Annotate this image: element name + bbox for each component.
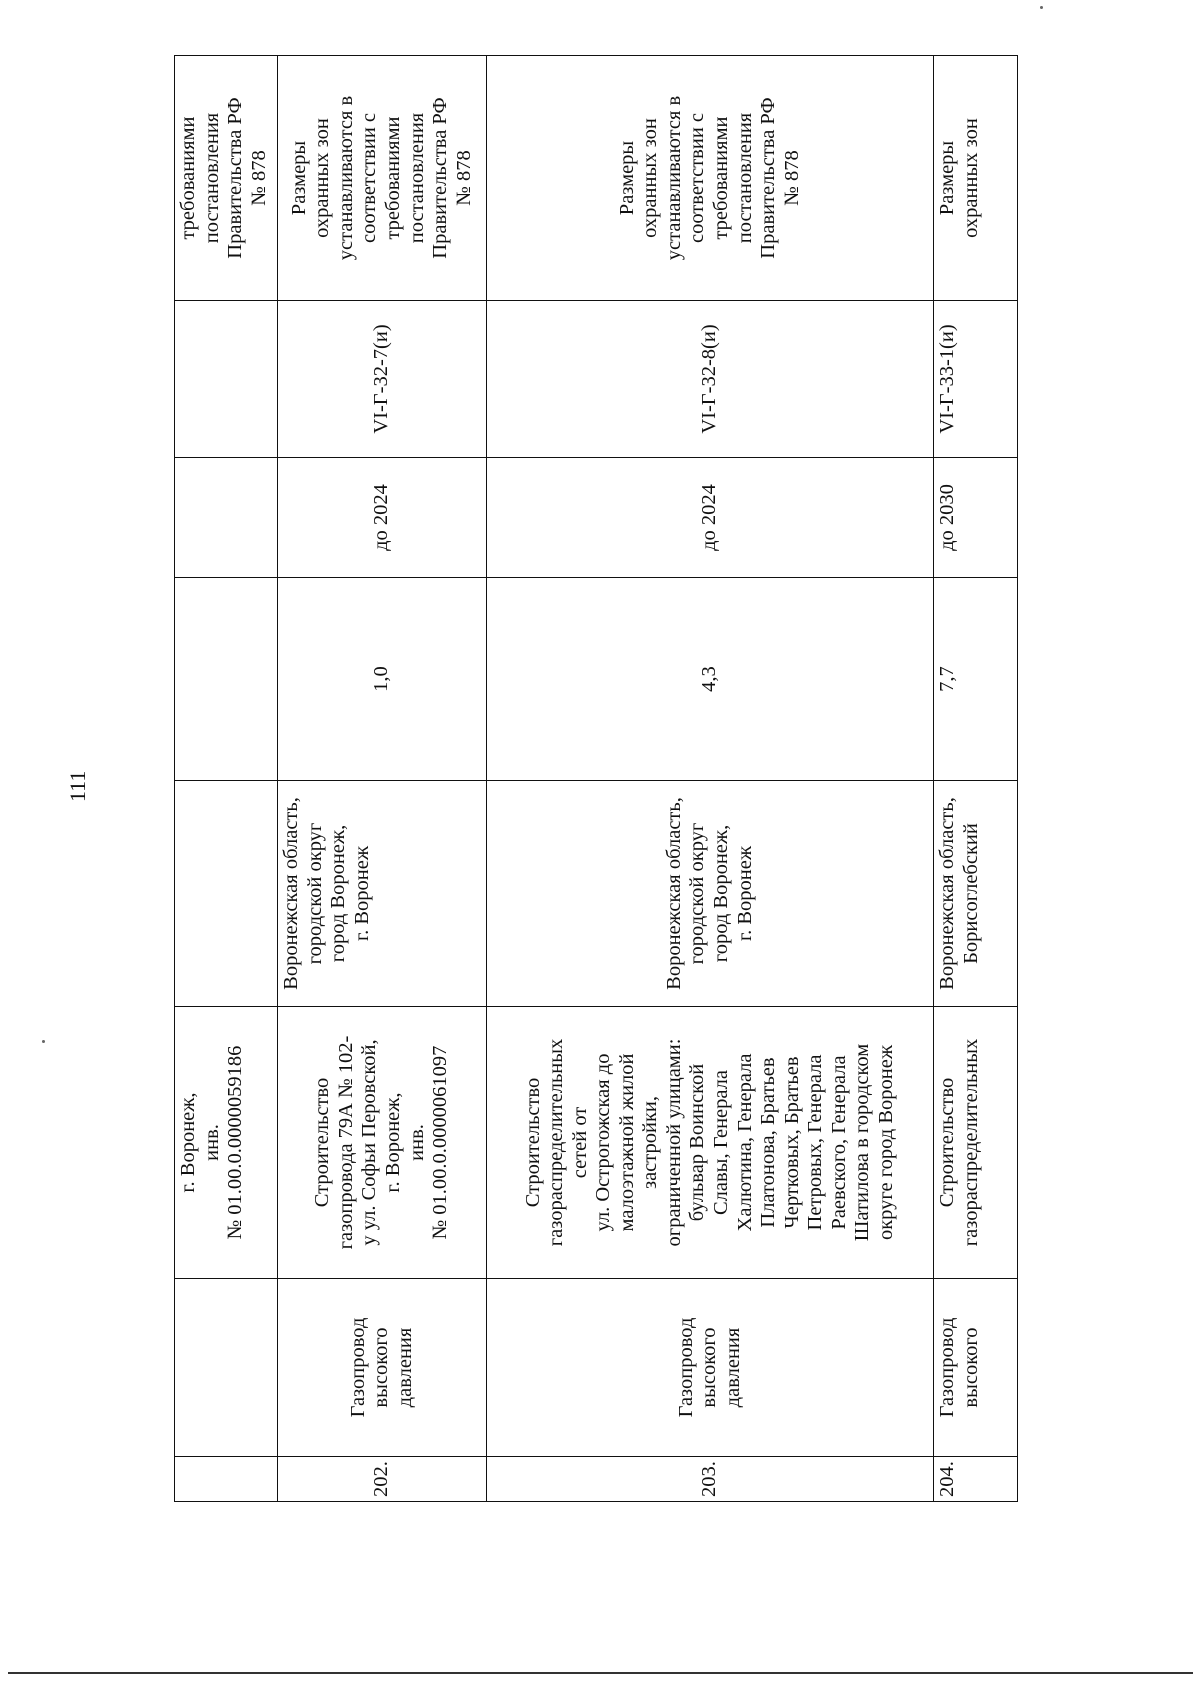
cell-construction xyxy=(934,1007,1018,1279)
note-line: Правительства РФ xyxy=(224,97,247,259)
construction-line: сетей от xyxy=(568,1106,591,1179)
cell-year xyxy=(934,458,1018,578)
zone-code: VI-Г-32-7(и) xyxy=(370,324,393,434)
cell-type xyxy=(934,1279,1018,1457)
note-line: устанавливаются в xyxy=(334,95,357,261)
year-value: до 2024 xyxy=(370,484,393,551)
page-number: 111 xyxy=(65,770,90,802)
note-line: Правительства РФ xyxy=(757,97,780,259)
construction-line: Чертковых, Братьев xyxy=(780,1056,803,1229)
cell-length xyxy=(175,578,278,781)
table-row xyxy=(487,56,934,1502)
note-line: требованиями xyxy=(710,116,732,240)
zone-code: VI-Г-33-1(и) xyxy=(936,324,958,434)
cell-code xyxy=(278,301,487,458)
cell-length xyxy=(934,578,1018,781)
cell-construction xyxy=(278,1007,487,1279)
cell-num xyxy=(487,1457,934,1502)
type-line: Газопровод xyxy=(674,1317,697,1418)
type-line: высокого xyxy=(370,1327,393,1408)
location-line: городской округ xyxy=(303,822,326,965)
location-line: город Воронеж, xyxy=(710,824,732,963)
construction-line: ограниченной улицами: xyxy=(662,1038,685,1247)
note-line: постановления xyxy=(733,112,756,244)
construction-line: Петровых, Генерала xyxy=(804,1054,827,1231)
type-line: Газопровод xyxy=(936,1317,958,1418)
location-line: г. Воронеж xyxy=(350,846,373,942)
gas-pipeline-table xyxy=(174,55,1018,1502)
cell-note xyxy=(487,56,934,301)
cell-location xyxy=(278,781,487,1007)
construction-line: инв. xyxy=(200,1124,223,1161)
scan-speck xyxy=(1040,6,1043,9)
note-line: устанавливаются в xyxy=(662,95,685,261)
note-line: Правительства РФ xyxy=(429,97,452,259)
length-value: 7,7 xyxy=(936,666,958,692)
cell-year xyxy=(487,458,934,578)
note-line: постановления xyxy=(405,112,428,244)
note-line: Размеры xyxy=(615,140,638,216)
note-line: соответствии с xyxy=(358,112,381,244)
length-value: 1,0 xyxy=(370,666,393,692)
cell-note xyxy=(934,56,1018,301)
year-value: до 2024 xyxy=(698,484,721,551)
note-line: постановления xyxy=(200,112,223,244)
construction-line: г. Воронеж, xyxy=(177,1092,199,1193)
cell-note xyxy=(278,56,487,301)
cell-construction xyxy=(487,1007,934,1279)
type-line: давления xyxy=(393,1327,416,1408)
construction-line: инв. xyxy=(405,1124,428,1161)
construction-line: ул. Острогожская до xyxy=(592,1053,615,1232)
cell-type xyxy=(175,1279,278,1457)
construction-line: малоэтажной жилой xyxy=(615,1053,638,1232)
note-line: № 878 xyxy=(780,150,803,206)
cell-location xyxy=(487,781,934,1007)
scan-speck xyxy=(42,1040,45,1043)
cell-code xyxy=(175,301,278,458)
cell-type xyxy=(487,1279,934,1457)
construction-line: газопровода 79А № 102- xyxy=(334,1035,357,1250)
location-line: г. Воронеж xyxy=(733,846,756,942)
scan-bottom-rule xyxy=(8,1672,1193,1674)
note-line: требованиями xyxy=(382,116,404,240)
cell-year xyxy=(278,458,487,578)
location-line: Борисоглебский xyxy=(959,823,982,964)
construction-line: округе город Воронеж xyxy=(874,1044,897,1241)
location-line: городской округ xyxy=(686,822,709,965)
location-line: город Воронеж, xyxy=(327,824,350,963)
construction-line: Халютина, Генерала xyxy=(733,1053,756,1232)
note-line: охранных зон xyxy=(639,118,662,238)
type-line: давления xyxy=(721,1327,744,1408)
note-line: охранных зон xyxy=(311,118,334,238)
location-line: Воронежская область, xyxy=(662,797,685,990)
table-row xyxy=(934,56,1018,1502)
zone-code: VI-Г-32-8(и) xyxy=(698,324,721,434)
cell-code xyxy=(487,301,934,458)
note-line: охранных зон xyxy=(959,118,982,238)
cell-location xyxy=(175,781,278,1007)
type-line: высокого xyxy=(959,1327,982,1408)
cell-year xyxy=(175,458,278,578)
note-line: Размеры xyxy=(287,140,310,216)
construction-line: Строительство xyxy=(521,1077,544,1208)
construction-line: № 01.00.0.0000059186 xyxy=(224,1045,247,1240)
cell-length xyxy=(278,578,487,781)
note-line: № 878 xyxy=(452,150,475,206)
construction-line: газораспределительных xyxy=(959,1038,982,1247)
cell-construction xyxy=(175,1007,278,1279)
note-line: соответствии с xyxy=(686,112,709,244)
row-number: 202. xyxy=(370,1461,393,1497)
table-row xyxy=(278,56,487,1502)
cell-length xyxy=(487,578,934,781)
cell-type xyxy=(278,1279,487,1457)
construction-line: Платонова, Братьев xyxy=(757,1057,780,1228)
construction-line: Строительство xyxy=(311,1077,334,1208)
location-line: Воронежская область, xyxy=(280,797,302,990)
year-value: до 2030 xyxy=(936,484,958,551)
note-line: № 878 xyxy=(247,150,270,206)
note-line: Размеры xyxy=(936,140,958,216)
row-number: 204. xyxy=(936,1461,958,1497)
cell-num xyxy=(175,1457,278,1502)
cell-code xyxy=(934,301,1018,458)
rotated-table xyxy=(174,56,1017,1502)
construction-line: Раевского, Генерала xyxy=(827,1055,850,1230)
construction-line: Строительство xyxy=(936,1077,958,1208)
table-row xyxy=(175,56,278,1502)
construction-line: Шатилова в городском xyxy=(851,1043,874,1242)
type-line: высокого xyxy=(698,1327,721,1408)
construction-line: бульвар Воинской xyxy=(686,1063,709,1222)
construction-line: у ул. Софьи Перовской, xyxy=(358,1039,381,1246)
location-line: Воронежская область, xyxy=(936,797,958,990)
note-line: требованиями xyxy=(177,116,199,240)
construction-line: застройки, xyxy=(639,1095,662,1190)
cell-num xyxy=(934,1457,1018,1502)
construction-line: газораспределительных xyxy=(545,1038,568,1247)
cell-note xyxy=(175,56,278,301)
row-number: 203. xyxy=(698,1461,721,1497)
construction-line: № 01.00.0.0000061097 xyxy=(429,1045,452,1240)
type-line: Газопровод xyxy=(346,1317,369,1418)
length-value: 4,3 xyxy=(698,666,721,692)
construction-line: Славы, Генерала xyxy=(710,1069,732,1216)
construction-line: г. Воронеж, xyxy=(382,1092,404,1193)
cell-location xyxy=(934,781,1018,1007)
cell-num xyxy=(278,1457,487,1502)
